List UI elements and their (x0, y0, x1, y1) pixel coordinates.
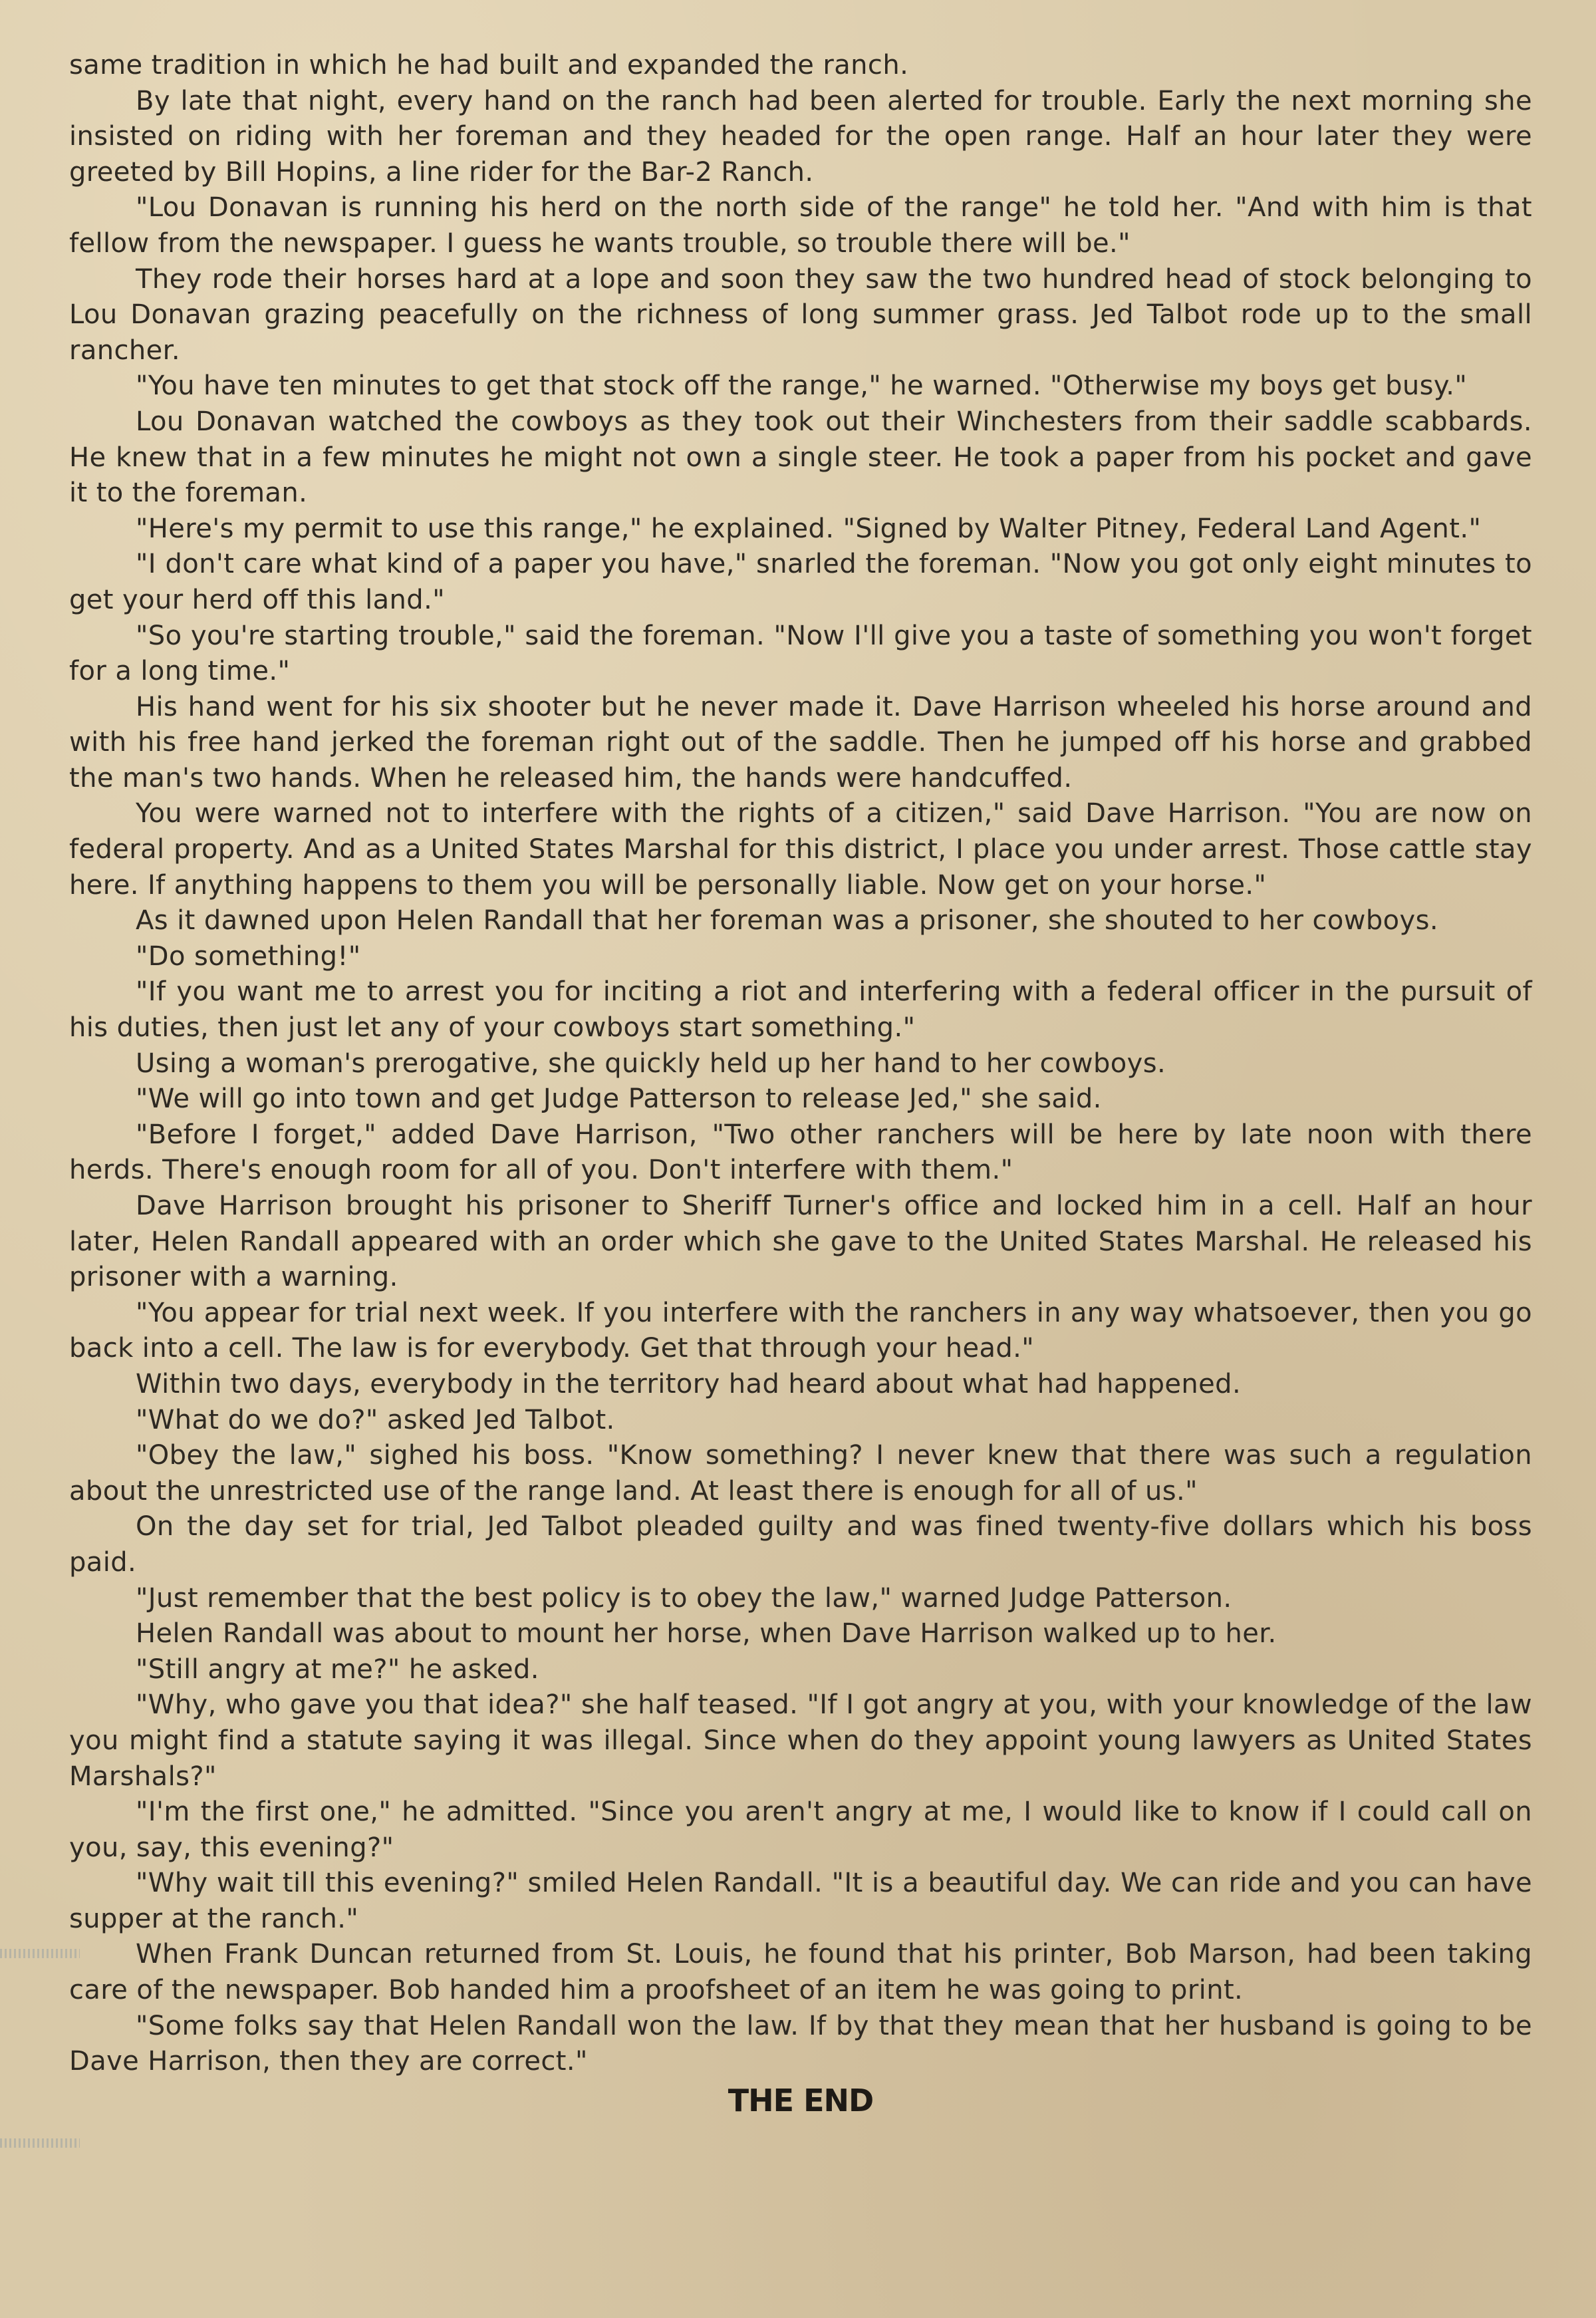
paragraph: "What do we do?" asked Jed Talbot. (136, 1404, 615, 1435)
paragraph: As it dawned upon Helen Randall that her foreman was a prisoner, she shouted to her cowboys. (136, 905, 1438, 937)
paragraph: They rode their horses hard at a lope and soon they saw the two hundred head of stock belonging to Lou Donavan grazing peacefully on the richness of long summer grass. Jed Talbot rode up to the small rancher. (69, 263, 1532, 366)
paragraph: "You appear for trial next week. If you interfere with the ranchers in any way whatsoever, then you go back into a cell. The law is for everybody. Get that through your head." (69, 1297, 1532, 1364)
paragraph: Within two days, everybody in the territory had heard about what had happened. (136, 1368, 1242, 1399)
paragraph: "If you want me to arrest you for inciting a riot and interfering with a federal officer in the pursuit of his duties, then just let any of your cowboys start something." (69, 976, 1532, 1044)
paragraph: "Why wait till this evening?" smiled Helen Randall. "It is a beautiful day. We can ride and you can have supper at the ranch." (69, 1868, 1532, 1934)
paragraph: "I don't care what kind of a paper you have," snarled the foreman. "Now you got only eight minutes to get your herd off this land." (69, 549, 1532, 615)
paragraph: same tradition in which he had built and expanded the ranch. (69, 50, 909, 80)
paragraph: "Just remember that the best policy is to obey the law," warned Judge Patterson. (136, 1582, 1232, 1614)
paragraph: "Obey the law," sighed his boss. "Know something? I never knew that there was such a regulation about the unrestricted use of the range land. At least there is enough for all of us." (69, 1440, 1532, 1507)
paragraph: "I'm the first one," he admitted. "Since you aren't angry at me, I would like to know if I could call on you, say, this evening?" (69, 1797, 1532, 1863)
the-end-label: THE END (728, 2082, 874, 2118)
paragraph: "Do something!" (136, 941, 361, 972)
paragraph: "Why, who gave you that idea?" she half teased. "If I got angry at you, with your knowledge of the law you might find a statute saying it was illegal. Since when do they appoint young lawyers as United States Marshals?" (69, 1689, 1532, 1792)
paragraph: By late that night, every hand on the ranch had been alerted for trouble. Early the next morning she insisted on riding with her foreman and they headed for the open range. Half an hour later they were greeted by Bill Hopins, a line rider for the Bar-2 Ranch. (69, 85, 1532, 188)
story-text (69, 48, 1532, 2080)
paragraph: "So you're starting trouble," said the foreman. "Now I'll give you a taste of something you won't forget for a long time." (69, 620, 1532, 687)
paragraph: Using a woman's prerogative, she quickly held up her hand to her cowboys. (136, 1048, 1166, 1079)
paragraph: "Still angry at me?" he asked. (136, 1654, 539, 1685)
paragraph: Helen Randall was about to mount her horse, when Dave Harrison walked up to her. (136, 1618, 1277, 1650)
paragraph: "Before I forget," added Dave Harrison, "Two other ranchers will be here by late noon with there herds. There's enough room for all of you. Don't interfere with them." (69, 1119, 1532, 1186)
paragraph: You were warned not to interfere with the rights of a citizen," said Dave Harrison. "You are now on federal property. And as a United States Marshal for this district, I place you under arrest. Those cattle stay here. If anything happens to them you will be personally liable. Now get on your horse." (69, 798, 1532, 901)
paragraph: On the day set for trial, Jed Talbot pleaded guilty and was fined twenty-five dollars which his boss paid. (69, 1511, 1532, 1578)
paragraph: "Lou Donavan is running his herd on the north side of the range" he told her. "And with him is that fellow from the newspaper. I guess he wants trouble, so trouble there will be." (69, 192, 1532, 259)
paragraph: Dave Harrison brought his prisoner to Sheriff Turner's office and locked him in a cell. Half an hour later, Helen Randall appeared with an order which she gave to the United States Marshal. He released his prisoner with a warning. (69, 1191, 1532, 1293)
margin-stain (0, 1949, 80, 1958)
margin-stain (0, 2138, 80, 2148)
paragraph: His hand went for his six shooter but he never made it. Dave Harrison wheeled his horse around and with his free hand jerked the foreman right out of the saddle. Then he jumped off his horse and grabbed the man's two hands. When he released him, the hands were handcuffed. (69, 691, 1532, 794)
paragraph: "We will go into town and get Judge Patterson to release Jed," she said. (136, 1084, 1102, 1115)
paragraph: "Some folks say that Helen Randall won the law. If by that they mean that her husband is going to be Dave Harrison, then they are correct." (69, 2010, 1532, 2077)
paragraph: "You have ten minutes to get that stock off the range," he warned. "Otherwise my boys get busy." (136, 370, 1468, 402)
paragraph: When Frank Duncan returned from St. Louis, he found that his printer, Bob Marson, had been taking care of the newspaper. Bob handed him a proofsheet of an item he was going to print. (69, 1939, 1532, 2006)
paragraph: "Here's my permit to use this range," he explained. "Signed by Walter Pitney, Federal Land Agent." (136, 513, 1482, 544)
paragraph: Lou Donavan watched the cowboys as they took out their Winchesters from their saddle scabbards. He knew that in a few minutes he might not own a single steer. He took a paper from his pocket and gave it to the foreman. (69, 406, 1532, 509)
